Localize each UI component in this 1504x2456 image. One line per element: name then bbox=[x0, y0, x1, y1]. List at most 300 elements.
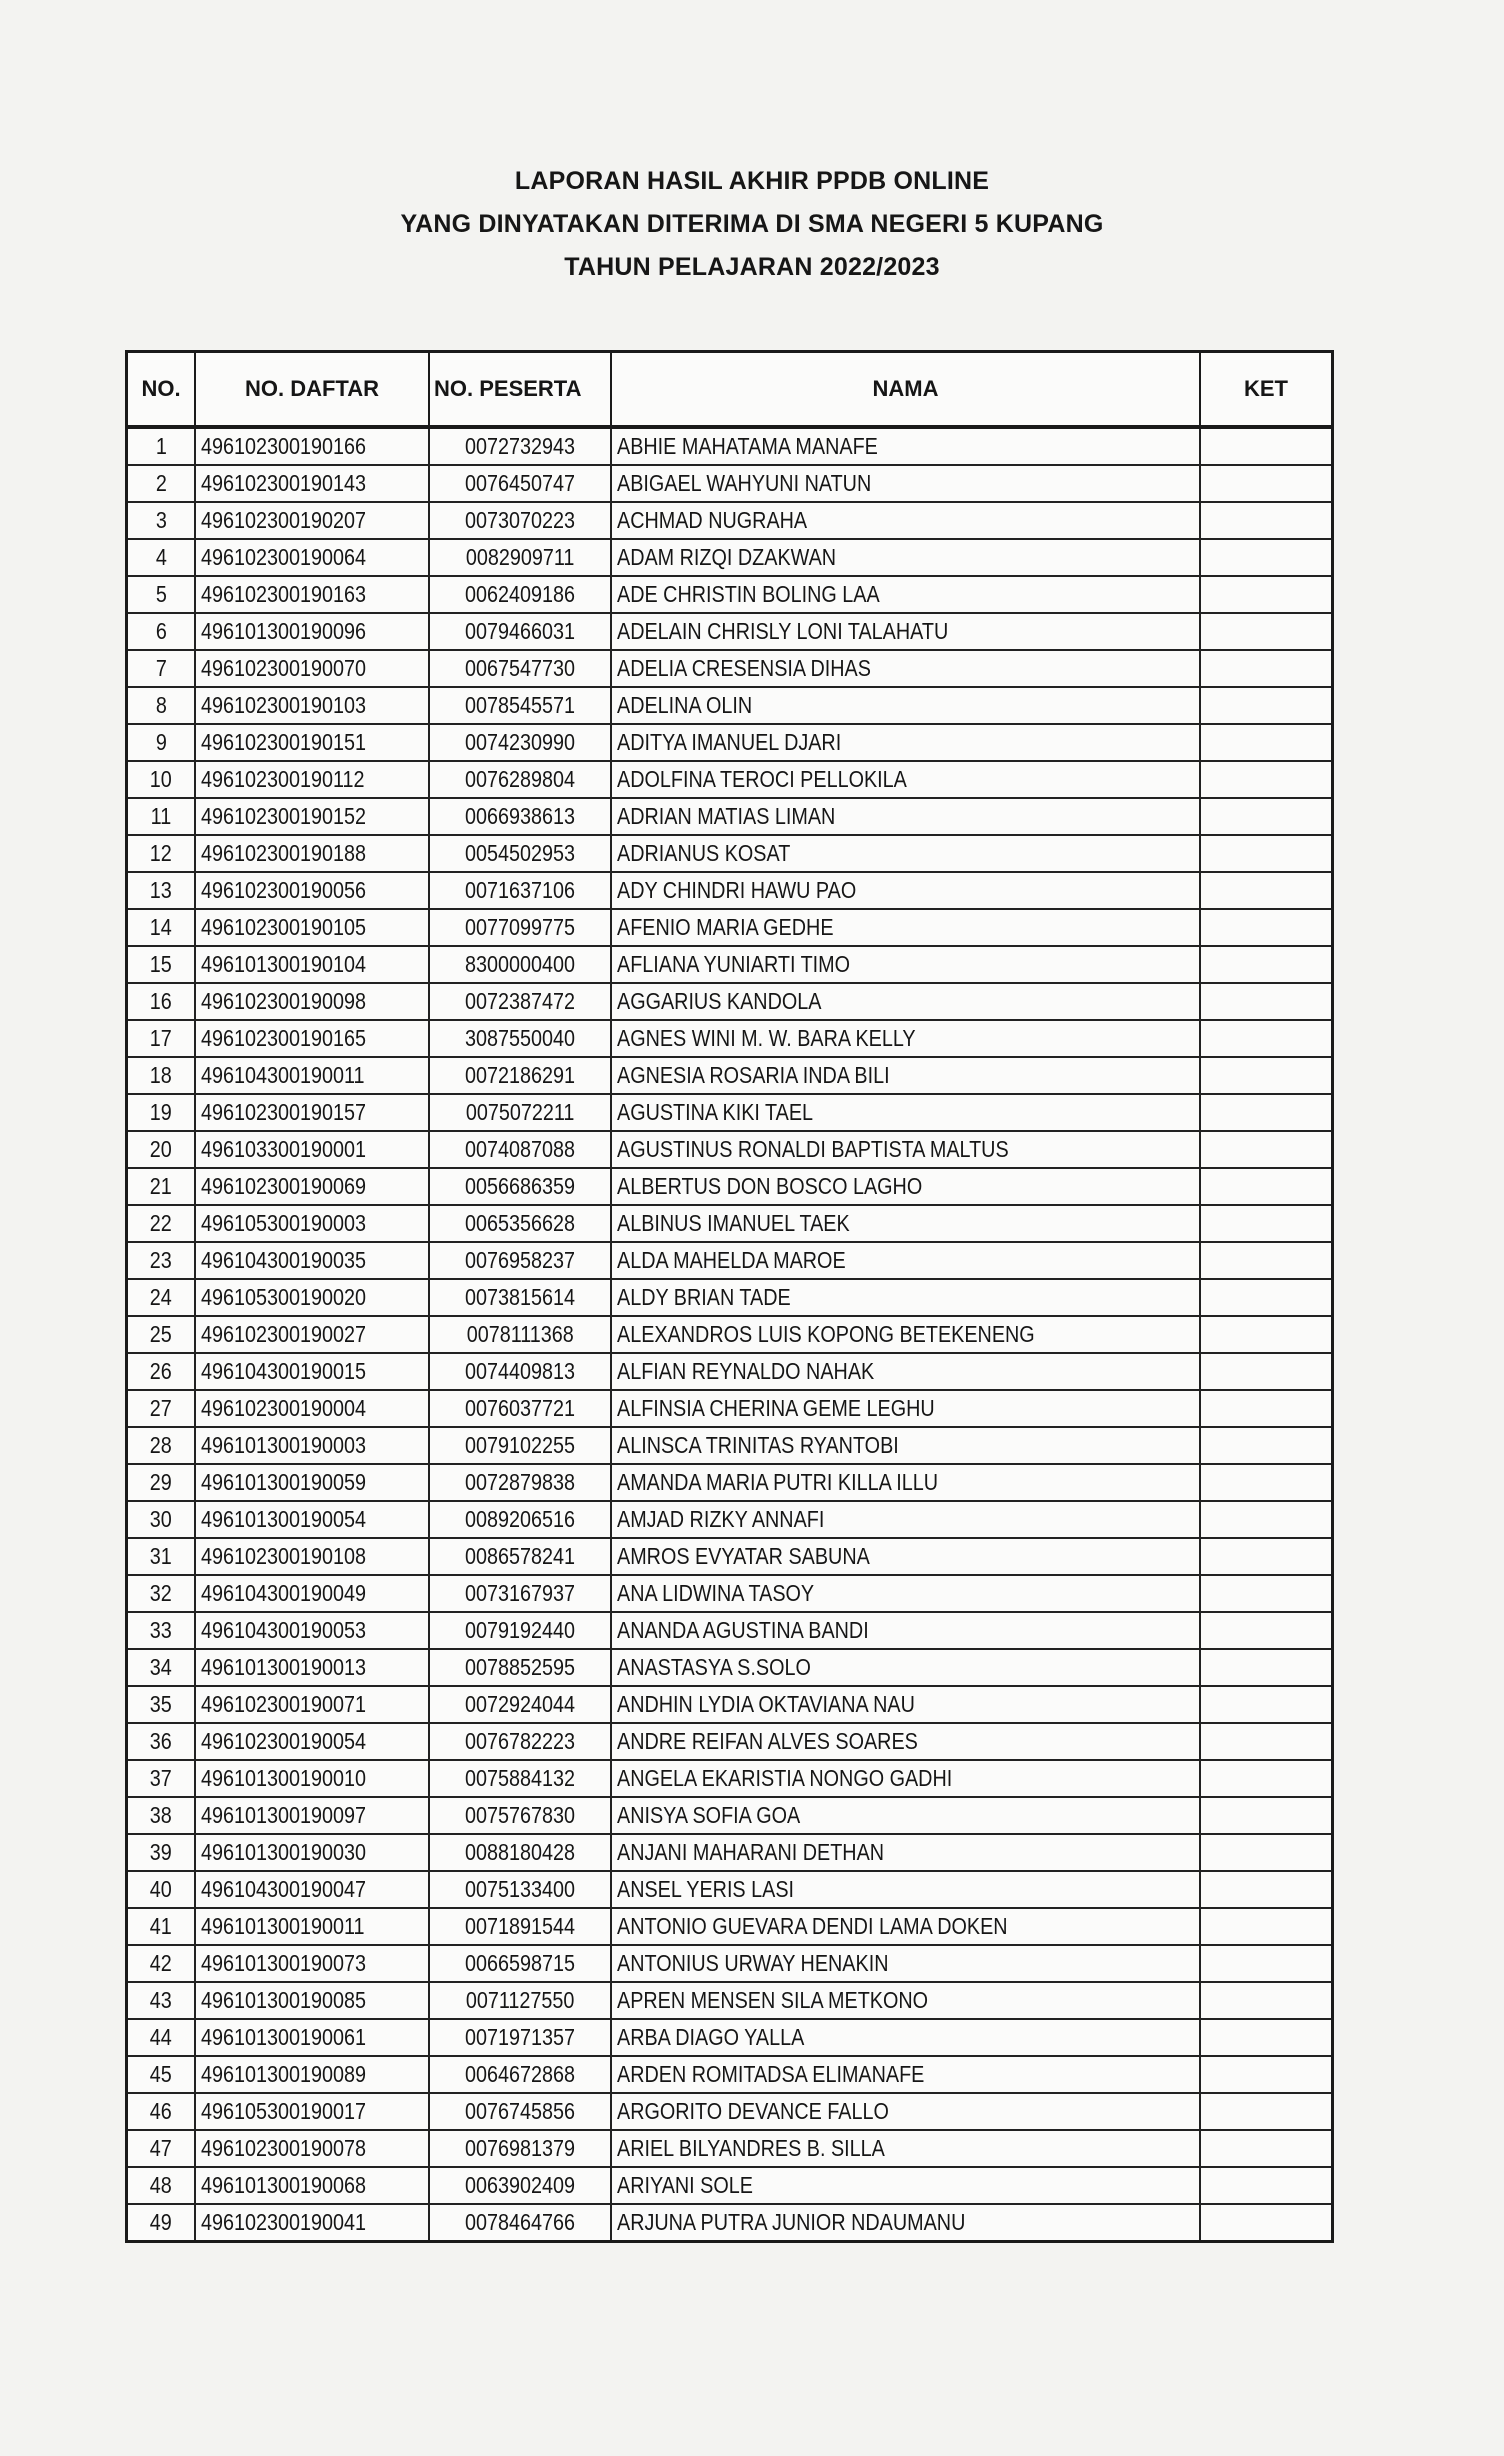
cell-no-daftar bbox=[195, 1168, 429, 1205]
cell-no-text: 31 bbox=[149, 1543, 173, 1569]
cell-nama-text: ARIYANI SOLE bbox=[617, 2172, 753, 2198]
cell-no-text: 30 bbox=[149, 1506, 173, 1532]
cell-no-text: 18 bbox=[149, 1062, 173, 1088]
cell-no bbox=[127, 1242, 196, 1279]
cell-no-peserta-text: 0078545571 bbox=[464, 692, 575, 718]
cell-no-daftar bbox=[195, 1612, 429, 1649]
cell-no-daftar bbox=[195, 1279, 429, 1316]
table-row bbox=[127, 427, 1333, 465]
header-nama: NAMA bbox=[611, 352, 1200, 428]
cell-nama-text: ADRIANUS KOSAT bbox=[617, 840, 791, 866]
cell-no-peserta bbox=[429, 2130, 611, 2167]
cell-nama-text: AMJAD RIZKY ANNAFI bbox=[617, 1506, 825, 1532]
cell-no-text: 13 bbox=[149, 877, 173, 903]
cell-no bbox=[127, 946, 196, 983]
cell-no bbox=[127, 1020, 196, 1057]
cell-no bbox=[127, 724, 196, 761]
cell-nama bbox=[611, 613, 1200, 650]
cell-no-text: 35 bbox=[149, 1691, 173, 1717]
cell-no-peserta bbox=[429, 427, 611, 465]
table-row bbox=[127, 2019, 1333, 2056]
cell-nama bbox=[611, 1094, 1200, 1131]
cell-no-daftar bbox=[195, 1316, 429, 1353]
cell-no-daftar bbox=[195, 2093, 429, 2130]
cell-no-daftar bbox=[195, 761, 429, 798]
cell-no-peserta bbox=[429, 761, 611, 798]
cell-no bbox=[127, 1094, 196, 1131]
table-row bbox=[127, 1427, 1333, 1464]
cell-no bbox=[127, 1390, 196, 1427]
cell-nama-text: APREN MENSEN SILA METKONO bbox=[617, 1987, 929, 2013]
cell-no-daftar-text: 496102300190078 bbox=[201, 2135, 367, 2161]
cell-no-daftar-text: 496104300190035 bbox=[201, 1247, 367, 1273]
cell-no bbox=[127, 909, 196, 946]
cell-no-text: 32 bbox=[149, 1580, 173, 1606]
table-row bbox=[127, 1205, 1333, 1242]
cell-no bbox=[127, 1982, 196, 2019]
cell-nama bbox=[611, 1871, 1200, 1908]
table-row bbox=[127, 1760, 1333, 1797]
cell-no-text: 1 bbox=[155, 433, 167, 459]
cell-no-daftar-text: 496103300190001 bbox=[201, 1136, 367, 1162]
cell-no-daftar bbox=[195, 2019, 429, 2056]
cell-ket bbox=[1200, 427, 1333, 465]
cell-no-peserta-text: 0054502953 bbox=[464, 840, 575, 866]
cell-no-peserta bbox=[429, 1279, 611, 1316]
cell-ket bbox=[1200, 1427, 1333, 1464]
cell-ket bbox=[1200, 1908, 1333, 1945]
cell-nama-text: AGNES WINI M. W. BARA KELLY bbox=[617, 1025, 916, 1051]
cell-no-daftar bbox=[195, 576, 429, 613]
cell-no-peserta-text: 0071971357 bbox=[464, 2024, 575, 2050]
cell-no-peserta-text: 0077099775 bbox=[464, 914, 575, 940]
cell-no-daftar-text: 496101300190013 bbox=[201, 1654, 367, 1680]
cell-no-text: 22 bbox=[149, 1210, 173, 1236]
cell-no-text: 19 bbox=[149, 1099, 173, 1125]
cell-no-peserta bbox=[429, 1982, 611, 2019]
cell-nama-text: ALDY BRIAN TADE bbox=[617, 1284, 791, 1310]
cell-no-daftar bbox=[195, 1390, 429, 1427]
cell-no-text: 9 bbox=[155, 729, 167, 755]
cell-nama-text: AMROS EVYATAR SABUNA bbox=[617, 1543, 870, 1569]
cell-no-daftar bbox=[195, 835, 429, 872]
cell-ket bbox=[1200, 2019, 1333, 2056]
cell-no-daftar-text: 496104300190047 bbox=[201, 1876, 367, 1902]
cell-no bbox=[127, 1834, 196, 1871]
cell-no-text: 12 bbox=[149, 840, 173, 866]
cell-no-peserta bbox=[429, 1353, 611, 1390]
cell-nama bbox=[611, 761, 1200, 798]
header-no-peserta: NO. PESERTA bbox=[429, 352, 611, 428]
cell-no-peserta bbox=[429, 650, 611, 687]
cell-no-daftar-text: 496102300190041 bbox=[201, 2209, 367, 2235]
table-row bbox=[127, 1649, 1333, 1686]
cell-no-text: 15 bbox=[149, 951, 173, 977]
cell-no-peserta bbox=[429, 2056, 611, 2093]
table-row bbox=[127, 1094, 1333, 1131]
cell-no-daftar bbox=[195, 1649, 429, 1686]
cell-no-peserta-text: 0065356628 bbox=[464, 1210, 575, 1236]
cell-no-peserta-text: 0075072211 bbox=[465, 1099, 575, 1125]
cell-ket bbox=[1200, 1834, 1333, 1871]
cell-nama bbox=[611, 2056, 1200, 2093]
cell-no-daftar bbox=[195, 1353, 429, 1390]
cell-no-peserta-text: 0073070223 bbox=[464, 507, 575, 533]
cell-no-daftar bbox=[195, 1094, 429, 1131]
cell-no-text: 3 bbox=[155, 507, 167, 533]
cell-no-daftar-text: 496102300190188 bbox=[201, 840, 367, 866]
cell-no-daftar-text: 496101300190003 bbox=[201, 1432, 367, 1458]
cell-no-peserta bbox=[429, 2093, 611, 2130]
cell-no-daftar-text: 496101300190096 bbox=[201, 618, 367, 644]
cell-no-peserta bbox=[429, 1316, 611, 1353]
cell-no-daftar-text: 496101300190054 bbox=[201, 1506, 367, 1532]
cell-nama bbox=[611, 835, 1200, 872]
table-row bbox=[127, 1279, 1333, 1316]
cell-no-text: 29 bbox=[149, 1469, 173, 1495]
cell-no-peserta bbox=[429, 687, 611, 724]
cell-nama-text: ANISYA SOFIA GOA bbox=[617, 1802, 801, 1828]
table-header-row bbox=[127, 352, 1333, 428]
cell-ket bbox=[1200, 2204, 1333, 2242]
cell-ket bbox=[1200, 761, 1333, 798]
cell-nama-text: AGUSTINUS RONALDI BAPTISTA MALTUS bbox=[617, 1136, 1009, 1162]
table-row bbox=[127, 613, 1333, 650]
cell-no-daftar bbox=[195, 2130, 429, 2167]
cell-nama bbox=[611, 1501, 1200, 1538]
cell-ket bbox=[1200, 2093, 1333, 2130]
cell-ket bbox=[1200, 576, 1333, 613]
cell-no bbox=[127, 1279, 196, 1316]
cell-no-peserta-text: 0088180428 bbox=[464, 1839, 575, 1865]
cell-no-peserta-text: 0082909711 bbox=[465, 544, 575, 570]
cell-no-text: 49 bbox=[149, 2209, 173, 2235]
cell-no-daftar-text: 496102300190157 bbox=[201, 1099, 367, 1125]
cell-ket bbox=[1200, 1945, 1333, 1982]
cell-ket bbox=[1200, 613, 1333, 650]
cell-no-peserta-text: 0075884132 bbox=[464, 1765, 575, 1791]
cell-ket bbox=[1200, 1242, 1333, 1279]
table-row bbox=[127, 835, 1333, 872]
cell-no-peserta bbox=[429, 1686, 611, 1723]
cell-no-daftar-text: 496102300190105 bbox=[201, 914, 367, 940]
cell-no-daftar-text: 496101300190089 bbox=[201, 2061, 367, 2087]
cell-no-peserta-text: 0073167937 bbox=[464, 1580, 575, 1606]
cell-ket bbox=[1200, 835, 1333, 872]
cell-no-text: 17 bbox=[149, 1025, 173, 1051]
cell-nama bbox=[611, 1057, 1200, 1094]
cell-no-peserta bbox=[429, 983, 611, 1020]
cell-no-text: 34 bbox=[149, 1654, 173, 1680]
cell-no-peserta-text: 0074230990 bbox=[464, 729, 575, 755]
cell-nama-text: ADELINA OLIN bbox=[617, 692, 753, 718]
cell-no-daftar bbox=[195, 909, 429, 946]
cell-no-peserta-text: 0076450747 bbox=[464, 470, 575, 496]
cell-no-peserta bbox=[429, 1020, 611, 1057]
table-row bbox=[127, 2167, 1333, 2204]
cell-no-text: 45 bbox=[149, 2061, 173, 2087]
cell-nama bbox=[611, 1538, 1200, 1575]
cell-no-peserta bbox=[429, 946, 611, 983]
cell-no-text: 46 bbox=[149, 2098, 173, 2124]
cell-no-text: 33 bbox=[149, 1617, 173, 1643]
cell-no-text: 5 bbox=[155, 581, 167, 607]
cell-nama bbox=[611, 946, 1200, 983]
cell-no-daftar-text: 496105300190017 bbox=[201, 2098, 367, 2124]
cell-nama bbox=[611, 1834, 1200, 1871]
table-row bbox=[127, 909, 1333, 946]
cell-no-text: 20 bbox=[149, 1136, 173, 1162]
cell-nama-text: ARGORITO DEVANCE FALLO bbox=[617, 2098, 889, 2124]
cell-no-peserta bbox=[429, 1464, 611, 1501]
cell-no bbox=[127, 1168, 196, 1205]
cell-no-peserta-text: 0063902409 bbox=[464, 2172, 575, 2198]
cell-no-peserta-text: 0078464766 bbox=[464, 2209, 575, 2235]
cell-nama-text: ANA LIDWINA TASOY bbox=[617, 1580, 815, 1606]
cell-no-daftar-text: 496104300190053 bbox=[201, 1617, 367, 1643]
cell-nama bbox=[611, 1982, 1200, 2019]
cell-no bbox=[127, 761, 196, 798]
cell-no bbox=[127, 872, 196, 909]
cell-no-daftar-text: 496101300190011 bbox=[201, 1913, 365, 1939]
cell-no-daftar-text: 496102300190165 bbox=[201, 1025, 367, 1051]
cell-no-text: 10 bbox=[149, 766, 173, 792]
cell-nama-text: ADE CHRISTIN BOLING LAA bbox=[617, 581, 880, 607]
cell-no-daftar bbox=[195, 1982, 429, 2019]
cell-no-text: 39 bbox=[149, 1839, 173, 1865]
cell-no-peserta bbox=[429, 1871, 611, 1908]
cell-no bbox=[127, 2130, 196, 2167]
cell-nama bbox=[611, 1168, 1200, 1205]
cell-nama bbox=[611, 724, 1200, 761]
table-row bbox=[127, 1242, 1333, 1279]
cell-no-peserta bbox=[429, 872, 611, 909]
cell-ket bbox=[1200, 687, 1333, 724]
cell-nama bbox=[611, 1427, 1200, 1464]
cell-nama-text: ALDA MAHELDA MAROE bbox=[617, 1247, 846, 1273]
cell-nama-text: AGGARIUS KANDOLA bbox=[617, 988, 822, 1014]
cell-nama bbox=[611, 2204, 1200, 2242]
cell-nama bbox=[611, 539, 1200, 576]
cell-nama bbox=[611, 798, 1200, 835]
cell-nama-text: ACHMAD NUGRAHA bbox=[617, 507, 808, 533]
table-row bbox=[127, 1538, 1333, 1575]
cell-no-peserta-text: 0076958237 bbox=[464, 1247, 575, 1273]
cell-no bbox=[127, 1538, 196, 1575]
cell-no bbox=[127, 835, 196, 872]
cell-no-peserta-text: 0074087088 bbox=[464, 1136, 575, 1162]
cell-no-daftar-text: 496102300190152 bbox=[201, 803, 367, 829]
table-row bbox=[127, 1797, 1333, 1834]
cell-ket bbox=[1200, 946, 1333, 983]
table-row bbox=[127, 1723, 1333, 1760]
table-row bbox=[127, 1575, 1333, 1612]
cell-nama-text: ANDRE REIFAN ALVES SOARES bbox=[617, 1728, 918, 1754]
cell-ket bbox=[1200, 872, 1333, 909]
title-line-2: YANG DINYATAKAN DITERIMA DI SMA NEGERI 5 KUPANG bbox=[400, 210, 1104, 238]
cell-no bbox=[127, 1797, 196, 1834]
cell-nama bbox=[611, 1353, 1200, 1390]
cell-nama bbox=[611, 1686, 1200, 1723]
cell-no-daftar-text: 496102300190108 bbox=[201, 1543, 367, 1569]
accepted-students-table bbox=[125, 350, 1334, 2243]
cell-nama bbox=[611, 1205, 1200, 1242]
cell-no-daftar bbox=[195, 1723, 429, 1760]
cell-ket bbox=[1200, 1353, 1333, 1390]
cell-nama bbox=[611, 1279, 1200, 1316]
cell-nama bbox=[611, 909, 1200, 946]
cell-no bbox=[127, 1131, 196, 1168]
cell-no-peserta bbox=[429, 1723, 611, 1760]
cell-no-text: 27 bbox=[149, 1395, 173, 1421]
cell-nama-text: ARJUNA PUTRA JUNIOR NDAUMANU bbox=[617, 2209, 966, 2235]
cell-no-text: 16 bbox=[149, 988, 173, 1014]
cell-no bbox=[127, 1945, 196, 1982]
cell-no-daftar bbox=[195, 1131, 429, 1168]
cell-ket bbox=[1200, 1686, 1333, 1723]
cell-ket bbox=[1200, 1982, 1333, 2019]
cell-no bbox=[127, 1760, 196, 1797]
cell-nama-text: ADELAIN CHRISLY LONI TALAHATU bbox=[617, 618, 949, 644]
cell-no-peserta-text: 0078852595 bbox=[464, 1654, 575, 1680]
cell-ket bbox=[1200, 1390, 1333, 1427]
table-row bbox=[127, 539, 1333, 576]
cell-ket bbox=[1200, 1279, 1333, 1316]
cell-no bbox=[127, 1501, 196, 1538]
cell-nama-text: AGUSTINA KIKI TAEL bbox=[617, 1099, 814, 1125]
cell-no-daftar bbox=[195, 1057, 429, 1094]
cell-no-peserta bbox=[429, 576, 611, 613]
cell-no-peserta bbox=[429, 1760, 611, 1797]
cell-no-peserta bbox=[429, 1908, 611, 1945]
cell-no-daftar bbox=[195, 2204, 429, 2242]
cell-ket bbox=[1200, 1723, 1333, 1760]
cell-no-peserta-text: 0074409813 bbox=[464, 1358, 575, 1384]
cell-no-peserta-text: 0075133400 bbox=[464, 1876, 575, 1902]
cell-nama-text: ANASTASYA S.SOLO bbox=[617, 1654, 811, 1680]
cell-nama bbox=[611, 650, 1200, 687]
table-row bbox=[127, 983, 1333, 1020]
cell-nama-text: ALFIAN REYNALDO NAHAK bbox=[617, 1358, 875, 1384]
cell-no bbox=[127, 1908, 196, 1945]
cell-no-text: 44 bbox=[149, 2024, 173, 2050]
cell-no-peserta bbox=[429, 1205, 611, 1242]
cell-nama bbox=[611, 1020, 1200, 1057]
cell-no-daftar bbox=[195, 613, 429, 650]
cell-no-daftar-text: 496102300190166 bbox=[201, 433, 367, 459]
cell-no-peserta bbox=[429, 1834, 611, 1871]
table-row bbox=[127, 798, 1333, 835]
cell-no-peserta-text: 0071127550 bbox=[465, 1987, 575, 2013]
cell-no bbox=[127, 798, 196, 835]
cell-no-text: 48 bbox=[149, 2172, 173, 2198]
cell-no bbox=[127, 1316, 196, 1353]
cell-no bbox=[127, 539, 196, 576]
cell-no bbox=[127, 2056, 196, 2093]
cell-no-peserta-text: 0066598715 bbox=[464, 1950, 575, 1976]
cell-no-daftar bbox=[195, 1575, 429, 1612]
cell-nama-text: ADRIAN MATIAS LIMAN bbox=[617, 803, 836, 829]
cell-no-daftar-text: 496102300190071 bbox=[201, 1691, 367, 1717]
cell-no-peserta-text: 0079192440 bbox=[464, 1617, 575, 1643]
cell-no-peserta-text: 0089206516 bbox=[464, 1506, 575, 1532]
cell-ket bbox=[1200, 1501, 1333, 1538]
table-row bbox=[127, 2130, 1333, 2167]
table-row bbox=[127, 2204, 1333, 2242]
cell-ket bbox=[1200, 1316, 1333, 1353]
cell-no bbox=[127, 427, 196, 465]
cell-no-peserta bbox=[429, 1945, 611, 1982]
cell-nama bbox=[611, 1316, 1200, 1353]
cell-nama bbox=[611, 687, 1200, 724]
cell-nama bbox=[611, 1797, 1200, 1834]
cell-nama-text: ABHIE MAHATAMA MANAFE bbox=[617, 433, 878, 459]
table-row bbox=[127, 1612, 1333, 1649]
cell-no-text: 47 bbox=[149, 2135, 173, 2161]
cell-ket bbox=[1200, 1649, 1333, 1686]
cell-nama bbox=[611, 2130, 1200, 2167]
cell-no bbox=[127, 2093, 196, 2130]
cell-no-peserta bbox=[429, 1057, 611, 1094]
cell-ket bbox=[1200, 724, 1333, 761]
cell-no-daftar bbox=[195, 1945, 429, 1982]
cell-no-peserta bbox=[429, 465, 611, 502]
cell-nama-text: ALBERTUS DON BOSCO LAGHO bbox=[617, 1173, 923, 1199]
cell-no-peserta bbox=[429, 835, 611, 872]
cell-no-peserta-text: 0071891544 bbox=[464, 1913, 575, 1939]
cell-no bbox=[127, 2204, 196, 2242]
cell-no-daftar bbox=[195, 650, 429, 687]
cell-nama bbox=[611, 2093, 1200, 2130]
cell-nama-text: AFLIANA YUNIARTI TIMO bbox=[617, 951, 851, 977]
cell-nama bbox=[611, 983, 1200, 1020]
table-row bbox=[127, 1057, 1333, 1094]
cell-no-daftar bbox=[195, 502, 429, 539]
cell-no-peserta bbox=[429, 724, 611, 761]
cell-nama bbox=[611, 1464, 1200, 1501]
cell-no-daftar bbox=[195, 946, 429, 983]
cell-no bbox=[127, 576, 196, 613]
cell-no bbox=[127, 650, 196, 687]
cell-no-daftar bbox=[195, 687, 429, 724]
cell-nama bbox=[611, 1612, 1200, 1649]
cell-no-peserta bbox=[429, 2167, 611, 2204]
cell-no bbox=[127, 2167, 196, 2204]
cell-no-peserta bbox=[429, 2204, 611, 2242]
cell-no-text: 40 bbox=[149, 1876, 173, 1902]
cell-no bbox=[127, 1205, 196, 1242]
cell-nama bbox=[611, 427, 1200, 465]
table-row bbox=[127, 576, 1333, 613]
cell-nama bbox=[611, 872, 1200, 909]
cell-nama bbox=[611, 1945, 1200, 1982]
cell-no-peserta bbox=[429, 1538, 611, 1575]
cell-no-peserta-text: 0076745856 bbox=[464, 2098, 575, 2124]
cell-no-peserta bbox=[429, 1168, 611, 1205]
table-row bbox=[127, 946, 1333, 983]
cell-no-daftar-text: 496104300190015 bbox=[201, 1358, 367, 1384]
cell-no bbox=[127, 1686, 196, 1723]
title-line-3: TAHUN PELAJARAN 2022/2023 bbox=[564, 253, 940, 281]
table-row bbox=[127, 687, 1333, 724]
cell-nama bbox=[611, 1760, 1200, 1797]
cell-no bbox=[127, 1464, 196, 1501]
table-row bbox=[127, 1390, 1333, 1427]
cell-no-daftar-text: 496102300190098 bbox=[201, 988, 367, 1014]
cell-no-daftar bbox=[195, 1797, 429, 1834]
cell-no bbox=[127, 1575, 196, 1612]
cell-nama-text: ALEXANDROS LUIS KOPONG BETEKENENG bbox=[617, 1321, 1035, 1347]
